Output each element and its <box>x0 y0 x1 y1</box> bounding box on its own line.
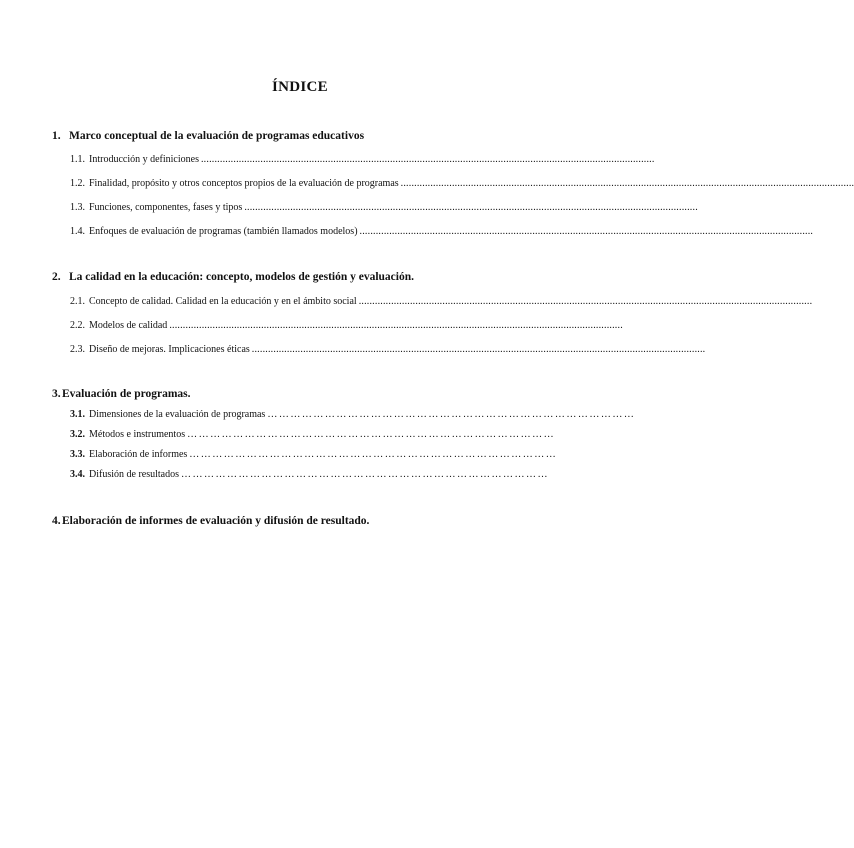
entry-number: 3.2. <box>70 429 85 440</box>
entry-number: 2.2. <box>70 320 85 331</box>
dot-leader: ........................................................................................................................................................................ <box>169 320 623 331</box>
toc-entry-3-3 <box>70 449 558 460</box>
entry-number: 3.3. <box>70 449 85 460</box>
entry-number: 1.2. <box>70 178 85 189</box>
entry-number: 1.3. <box>70 202 85 213</box>
entry-number: 1.4. <box>70 226 85 237</box>
section-2-heading <box>52 271 414 283</box>
section-number: 4. <box>52 515 61 527</box>
toc-entry-1-2 <box>70 178 854 189</box>
entry-text: Diseño de mejoras. Implicaciones éticas <box>89 344 250 355</box>
dot-leader: …………………………………………………………………………………… <box>267 409 636 420</box>
section-number: 3. <box>52 388 61 400</box>
section-title: Elaboración de informes de evaluación y difusión de resultado. <box>62 515 370 527</box>
section-3-heading <box>52 388 191 400</box>
toc-entry-1-1 <box>70 154 655 165</box>
toc-entry-3-4 <box>70 469 549 480</box>
section-1-heading <box>52 130 364 142</box>
toc-entry-2-2 <box>70 320 623 331</box>
entry-number: 3.4. <box>70 469 85 480</box>
entry-text: Finalidad, propósito y otros conceptos propios de la evaluación de programas <box>89 178 399 189</box>
dot-leader: …………………………………………………………………………………… <box>189 449 558 460</box>
entry-text: Modelos de calidad <box>89 320 168 331</box>
section-title: La calidad en la educación: concepto, modelos de gestión y evaluación. <box>69 271 414 283</box>
dot-leader: ........................................................................................................................................................................ <box>400 178 854 189</box>
entry-number: 3.1. <box>70 409 85 420</box>
dot-leader: ........................................................................................................................................................................ <box>251 344 706 355</box>
toc-entry-1-3 <box>70 202 698 213</box>
section-number: 1. <box>52 130 61 142</box>
dot-leader: ........................................................................................................................................................................ <box>200 154 655 165</box>
entry-text: Enfoques de evaluación de programas (también llamados modelos) <box>89 226 358 237</box>
entry-number: 2.1. <box>70 296 85 307</box>
entry-text: Elaboración de informes <box>89 449 188 460</box>
dot-leader: …………………………………………………………………………………… <box>181 469 549 480</box>
entry-text: Concepto de calidad. Calidad en la educación y en el ámbito social <box>89 296 357 307</box>
entry-text: Introducción y definiciones <box>89 154 199 165</box>
toc-entry-2-1 <box>70 296 813 307</box>
toc-entry-1-4 <box>70 226 814 237</box>
toc-entry-3-2 <box>70 429 556 440</box>
entry-text: Difusión de resultados <box>89 469 179 480</box>
entry-text: Métodos e instrumentos <box>89 429 186 440</box>
section-title: Evaluación de programas. <box>62 388 191 400</box>
dot-leader: ........................................................................................................................................................................ <box>359 226 814 237</box>
dot-leader: ........................................................................................................................................................................ <box>358 296 813 307</box>
entry-text: Funciones, componentes, fases y tipos <box>89 202 243 213</box>
entry-number: 2.3. <box>70 344 85 355</box>
dot-leader: ........................................................................................................................................................................ <box>244 202 698 213</box>
section-title: Marco conceptual de la evaluación de programas educativos <box>69 130 365 142</box>
entry-number: 1.1. <box>70 154 85 165</box>
section-number: 2. <box>52 271 61 283</box>
section-4-heading <box>52 515 369 527</box>
dot-leader: …………………………………………………………………………………… <box>187 429 556 440</box>
entry-text: Dimensiones de la evaluación de programas <box>89 409 266 420</box>
toc-entry-3-1 <box>70 409 636 420</box>
page-title: ÍNDICE <box>272 79 328 95</box>
toc-entry-2-3 <box>70 344 706 355</box>
